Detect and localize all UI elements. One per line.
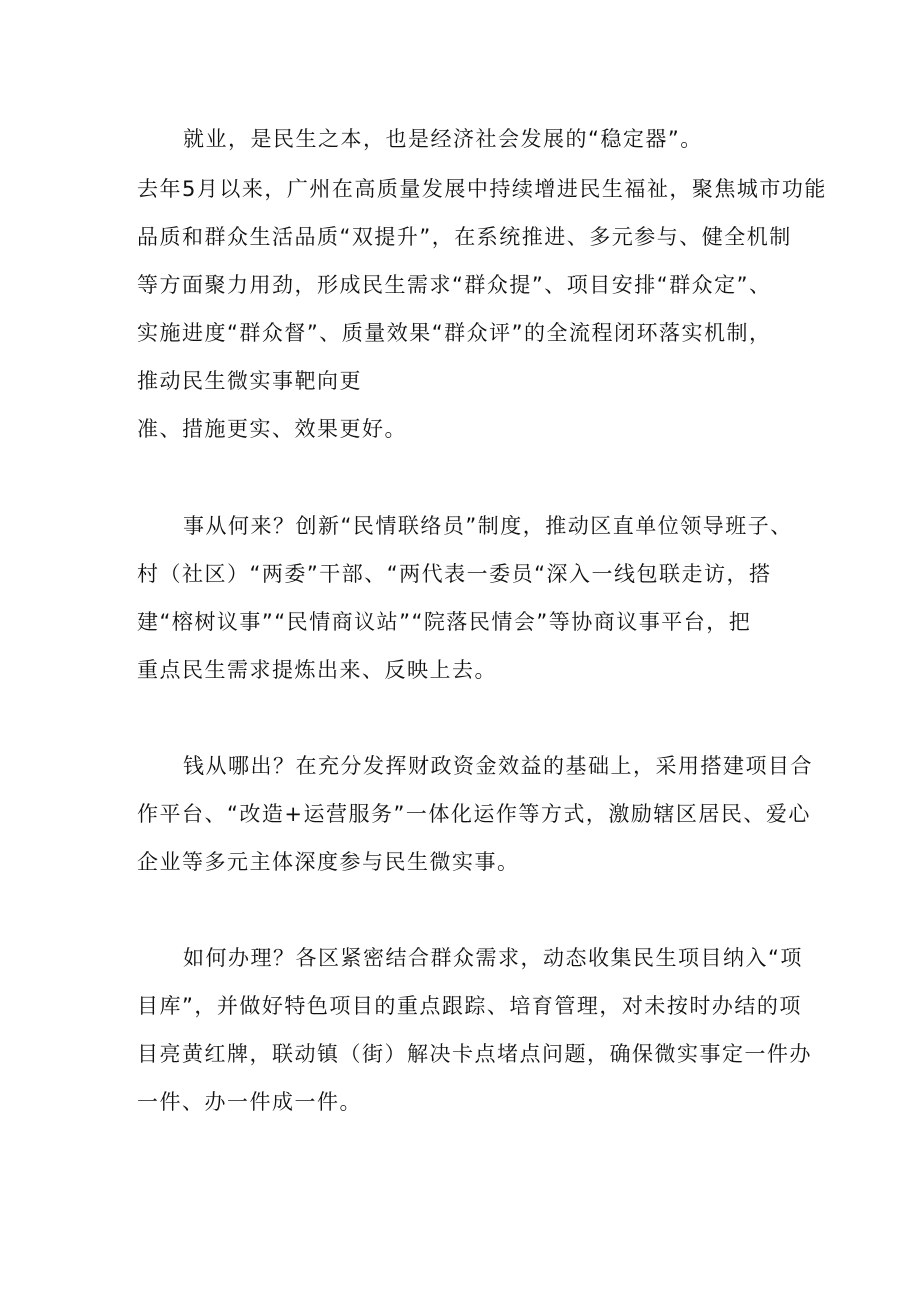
paragraph-4-line-2: 作平台、“改造+运营服务”一体化运作等方式，激励辖区居民、爱心 (137, 802, 811, 826)
paragraph-3-line-2: 村（社区）“两委”干部、“两代表一委员“深入一线包联走访，搭 (137, 562, 772, 586)
paragraph-2-line-3: 等方面聚力用劲，形成民生需求“群众提”、项目安排“群众定”、 (137, 273, 772, 297)
paragraph-4-line-3: 企业等多元主体深度参与民生微实事。 (137, 850, 520, 874)
paragraph-1-line-1: 就业，是民生之本，也是经济社会发展的“稳定器”。 (183, 127, 703, 151)
paragraph-2-line-1: 去年5月以来，广州在高质量发展中持续增进民生福祉，聚焦城市功能 (137, 177, 827, 201)
paragraph-2-line-2: 品质和群众生活品质“双提升”，在系统推进、多元参与、健全机制 (137, 225, 792, 249)
paragraph-3-line-1: 事从何来？创新“民情联络员”制度，推动区直单位领导班子、 (183, 514, 793, 538)
paragraph-4-line-1: 钱从哪出？在充分发挥财政资金效益的基础上，采用搭建项目合 (183, 754, 813, 778)
paragraph-2-line-5: 推动民生微实事靶向更 (137, 369, 362, 393)
paragraph-3-line-3: 建“榕树议事”“民情商议站”“院落民情会”等协商议事平台，把 (137, 610, 752, 634)
paragraph-5-line-3: 目亮黄红牌，联动镇（街）解决卡点堵点问题，确保微实事定一件办 (137, 1042, 812, 1066)
paragraph-5-line-1: 如何办理？各区紧密结合群众需求，动态收集民生项目纳入“项 (183, 946, 803, 970)
paragraph-5-line-2: 目库”，并做好特色项目的重点跟踪、培育管理，对未按时办结的项 (137, 994, 802, 1018)
paragraph-2-line-4: 实施进度“群众督”、质量效果“群众评”的全流程闭环落实机制， (137, 321, 772, 345)
paragraph-3-line-4: 重点民生需求提炼出来、反映上去。 (137, 658, 497, 682)
paragraph-2-line-6: 准、措施更实、效果更好。 (137, 417, 407, 441)
paragraph-5-line-4: 一件、办一件成一件。 (137, 1090, 362, 1114)
